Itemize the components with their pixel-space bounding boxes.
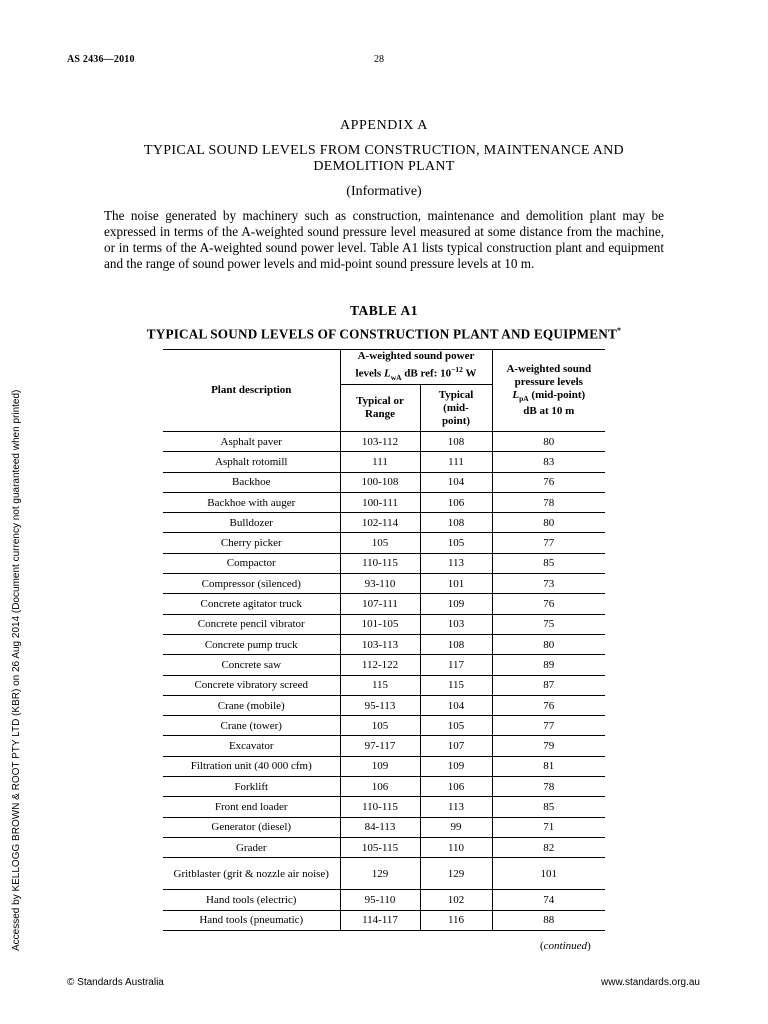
header-pressure-line2: pressure levels xyxy=(514,375,583,388)
header-power-symbol: L xyxy=(383,367,391,380)
cell-pressure: 85 xyxy=(492,797,605,817)
header-power-ref: dB ref: 10 xyxy=(401,367,452,380)
cell-range: 112-122 xyxy=(340,655,420,675)
footer-copyright: © Standards Australia xyxy=(67,977,164,988)
table-row xyxy=(163,837,605,857)
header-sound-power-group xyxy=(340,350,492,385)
cell-plant: Bulldozer xyxy=(163,513,340,533)
cell-plant: Backhoe xyxy=(163,472,340,492)
table-row xyxy=(163,736,605,756)
table-row xyxy=(163,858,605,890)
cell-typical: 101 xyxy=(420,574,492,594)
cell-typical: 107 xyxy=(420,736,492,756)
header-pressure-line4: dB at 10 m xyxy=(523,405,575,418)
page-number: 28 xyxy=(374,54,384,65)
cell-range: 84-113 xyxy=(340,817,420,837)
cell-pressure: 81 xyxy=(492,756,605,776)
cell-plant: Crane (tower) xyxy=(163,716,340,736)
access-side-note: Accessed by KELLOGG BROWN & ROOT PTY LTD (KBR) on 26 Aug 2014 (Document currency not guaranteed when printed) xyxy=(11,389,22,951)
header-plant-description: Plant description xyxy=(211,384,292,396)
cell-plant: Concrete agitator truck xyxy=(163,594,340,614)
header-sound-pressure xyxy=(492,350,605,432)
header-pressure-subscript: pA xyxy=(519,394,529,404)
table-row xyxy=(163,756,605,776)
standard-number: AS 2436—2010 xyxy=(67,54,135,65)
cell-plant: Generator (diesel) xyxy=(163,817,340,837)
cell-typical: 115 xyxy=(420,675,492,695)
cell-typical: 105 xyxy=(420,533,492,553)
cell-pressure: 82 xyxy=(492,837,605,857)
continued-note: (continued) xyxy=(540,940,591,952)
cell-pressure: 77 xyxy=(492,533,605,553)
cell-pressure: 74 xyxy=(492,890,605,910)
cell-typical: 108 xyxy=(420,432,492,452)
cell-typical: 111 xyxy=(420,452,492,472)
table-title-footnote-mark: * xyxy=(617,326,622,335)
cell-pressure: 85 xyxy=(492,553,605,573)
cell-plant: Compactor xyxy=(163,553,340,573)
continued-text: continued xyxy=(543,940,588,952)
cell-plant: Excavator xyxy=(163,736,340,756)
cell-range: 93-110 xyxy=(340,574,420,594)
table-row xyxy=(163,817,605,837)
cell-range: 115 xyxy=(340,675,420,695)
header-typical-line2: (mid- xyxy=(443,401,469,414)
cell-pressure: 76 xyxy=(492,594,605,614)
cell-plant: Hand tools (pneumatic) xyxy=(163,910,340,930)
table-row xyxy=(163,492,605,512)
cell-typical: 113 xyxy=(420,553,492,573)
cell-pressure: 78 xyxy=(492,492,605,512)
appendix-title: TYPICAL SOUND LEVELS FROM CONSTRUCTION, MAINTENANCE AND DEMOLITION PLANT xyxy=(144,143,624,174)
cell-range: 111 xyxy=(340,452,420,472)
cell-range: 107-111 xyxy=(340,594,420,614)
table-row xyxy=(163,432,605,452)
table-row xyxy=(163,553,605,573)
cell-plant: Hand tools (electric) xyxy=(163,890,340,910)
cell-pressure: 79 xyxy=(492,736,605,756)
cell-pressure: 80 xyxy=(492,432,605,452)
cell-typical: 102 xyxy=(420,890,492,910)
cell-pressure: 75 xyxy=(492,614,605,634)
table-body xyxy=(163,432,605,931)
cell-typical: 104 xyxy=(420,472,492,492)
cell-range: 110-115 xyxy=(340,553,420,573)
intro-paragraph: The noise generated by machinery such as construction, maintenance and demolition plant may be expressed in terms of the A-weighted sound pressure level measured at some distance from the machine, or in terms of the A-weighted sound power level. Table A1 lists typical construction plant and equipment and the range of sound power levels and mid-point sound pressure levels at 10 m. xyxy=(104,208,664,271)
header-power-unit: W xyxy=(462,367,477,380)
cell-range: 105-115 xyxy=(340,837,420,857)
cell-range: 105 xyxy=(340,716,420,736)
table-row xyxy=(163,574,605,594)
header-pressure-line3 xyxy=(496,389,603,405)
cell-range: 114-117 xyxy=(340,910,420,930)
table-row xyxy=(163,533,605,553)
cell-range: 97-117 xyxy=(340,736,420,756)
cell-typical: 129 xyxy=(420,858,492,890)
cell-pressure: 87 xyxy=(492,675,605,695)
header-typical-line3: point) xyxy=(441,414,471,427)
cell-typical: 109 xyxy=(420,756,492,776)
table-row xyxy=(163,513,605,533)
cell-range: 95-113 xyxy=(340,695,420,715)
cell-plant: Cherry picker xyxy=(163,533,340,553)
cell-range: 109 xyxy=(340,756,420,776)
table-row xyxy=(163,695,605,715)
cell-pressure: 77 xyxy=(492,716,605,736)
cell-range: 100-108 xyxy=(340,472,420,492)
table-row xyxy=(163,655,605,675)
table-row xyxy=(163,910,605,930)
cell-plant: Concrete pencil vibrator xyxy=(163,614,340,634)
cell-plant: Grader xyxy=(163,837,340,857)
cell-pressure: 76 xyxy=(492,472,605,492)
cell-plant: Crane (mobile) xyxy=(163,695,340,715)
table-row xyxy=(163,716,605,736)
table-row xyxy=(163,797,605,817)
cell-typical: 106 xyxy=(420,777,492,797)
cell-pressure: 71 xyxy=(492,817,605,837)
cell-pressure: 73 xyxy=(492,574,605,594)
table-row xyxy=(163,675,605,695)
table-row xyxy=(163,614,605,634)
cell-typical: 116 xyxy=(420,910,492,930)
footer-website: www.standards.org.au xyxy=(601,977,700,988)
cell-range: 106 xyxy=(340,777,420,797)
cell-plant: Compressor (silenced) xyxy=(163,574,340,594)
cell-plant: Asphalt rotomill xyxy=(163,452,340,472)
cell-typical: 108 xyxy=(420,634,492,654)
cell-plant: Forklift xyxy=(163,777,340,797)
table-row xyxy=(163,634,605,654)
table-row xyxy=(163,890,605,910)
cell-typical: 99 xyxy=(420,817,492,837)
table-row xyxy=(163,777,605,797)
cell-typical: 103 xyxy=(420,614,492,634)
header-typical-line1: Typical xyxy=(438,388,474,401)
cell-typical: 108 xyxy=(420,513,492,533)
cell-typical: 106 xyxy=(420,492,492,512)
cell-plant: Concrete pump truck xyxy=(163,634,340,654)
header-power-exponent: −12 xyxy=(451,365,463,375)
cell-plant: Gritblaster (grit & nozzle air noise) xyxy=(163,858,340,890)
cell-pressure: 88 xyxy=(492,910,605,930)
cell-range: 95-110 xyxy=(340,890,420,910)
table-title xyxy=(104,326,664,342)
cell-typical: 105 xyxy=(420,716,492,736)
cell-typical: 113 xyxy=(420,797,492,817)
cell-range: 103-112 xyxy=(340,432,420,452)
header-power-subscript: wA xyxy=(390,372,402,382)
table-title-text: TYPICAL SOUND LEVELS OF CONSTRUCTION PLANT AND EQUIPMENT xyxy=(146,326,618,342)
table-row xyxy=(163,472,605,492)
cell-plant: Front end loader xyxy=(163,797,340,817)
cell-typical: 109 xyxy=(420,594,492,614)
appendix-status: (Informative) xyxy=(346,184,422,199)
table-row xyxy=(163,452,605,472)
cell-range: 129 xyxy=(340,858,420,890)
cell-range: 101-105 xyxy=(340,614,420,634)
header-typical-midpoint xyxy=(420,385,492,432)
cell-pressure: 83 xyxy=(492,452,605,472)
cell-pressure: 78 xyxy=(492,777,605,797)
cell-pressure: 80 xyxy=(492,513,605,533)
header-sound-power-line1: A-weighted sound power xyxy=(357,350,475,363)
appendix-label: APPENDIX A xyxy=(339,118,429,133)
cell-plant: Asphalt paver xyxy=(163,432,340,452)
cell-plant: Backhoe with auger xyxy=(163,492,340,512)
header-pressure-midpoint: (mid-point) xyxy=(528,388,586,401)
cell-pressure: 76 xyxy=(492,695,605,715)
cell-plant: Concrete saw xyxy=(163,655,340,675)
cell-range: 110-115 xyxy=(340,797,420,817)
table-label: TABLE A1 xyxy=(350,303,418,318)
header-pressure-line1: A-weighted sound xyxy=(506,362,592,375)
cell-range: 103-113 xyxy=(340,634,420,654)
cell-range: 102-114 xyxy=(340,513,420,533)
cell-pressure: 89 xyxy=(492,655,605,675)
sound-levels-table xyxy=(163,349,605,931)
cell-range: 105 xyxy=(340,533,420,553)
header-typical-or-range: Typical or Range xyxy=(340,385,420,432)
header-sound-power-line2 xyxy=(344,363,489,384)
cell-range: 100-111 xyxy=(340,492,420,512)
cell-pressure: 80 xyxy=(492,634,605,654)
cell-plant: Filtration unit (40 000 cfm) xyxy=(163,756,340,776)
cell-pressure: 101 xyxy=(492,858,605,890)
cell-typical: 117 xyxy=(420,655,492,675)
table-row xyxy=(163,594,605,614)
cell-typical: 110 xyxy=(420,837,492,857)
cell-typical: 104 xyxy=(420,695,492,715)
header-pressure-symbol: L xyxy=(512,388,520,401)
cell-plant: Concrete vibratory screed xyxy=(163,675,340,695)
header-power-levels-text: levels xyxy=(355,367,384,380)
